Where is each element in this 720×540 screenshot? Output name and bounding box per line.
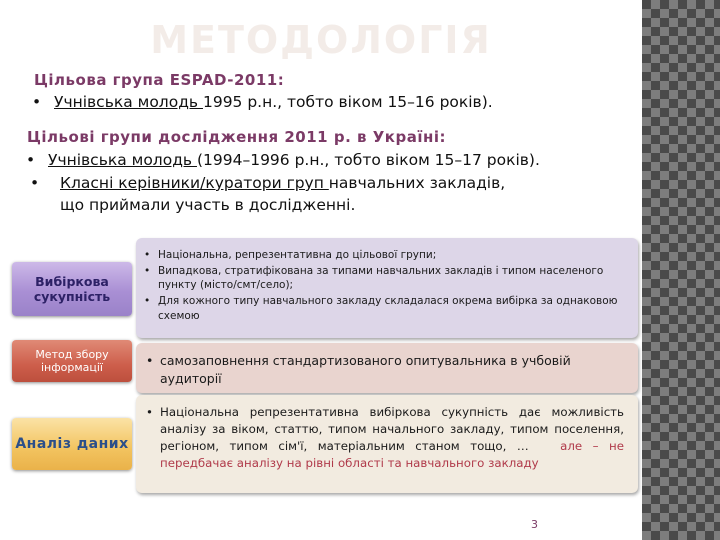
study-item-2 bbox=[30, 174, 505, 192]
study-item-1-underlined: Учнівська молодь bbox=[48, 151, 197, 169]
espad-heading: Цільова група ESPAD-2011: bbox=[34, 71, 285, 89]
analysis-text: Національна репрезентативна вибіркова сукупність дає можливість аналізу за віком, статтю, типом начального закладу, типом поселення, регіоном, типом сім'ї, матеріальним станом тощо, … bbox=[160, 405, 624, 454]
method-label: Метод збору інформації bbox=[12, 340, 132, 382]
analysis-content-box bbox=[136, 395, 638, 493]
list-item: • Національна, репрезентативна до цільової групи; bbox=[144, 249, 437, 261]
list-item: • Національна репрезентативна вибіркова сукупність дає можливість аналізу за віком, статтю, типом начального закладу, типом поселення, регіоном, типом сім'ї, матеріальним станом тощо, … але – не передбачає аналізу на рівні області та навчального закладу bbox=[146, 405, 624, 471]
method-content-box bbox=[136, 343, 638, 393]
study-item-1-rest: (1994–1996 р.н., тобто віком 15–17 років). bbox=[196, 151, 540, 169]
analysis-label: Аналіз даних bbox=[12, 418, 132, 470]
bullet: • bbox=[26, 151, 36, 169]
study-item-2-rest: навчальних закладів, bbox=[328, 174, 506, 192]
bullet: • bbox=[30, 174, 40, 192]
decorative-checker-band bbox=[642, 0, 720, 540]
list-item: • Випадкова, стратифікована за типами навчальних закладів і типом населеного пункту (місто/смт/село); bbox=[144, 264, 604, 292]
sample-content-box bbox=[136, 238, 638, 338]
list-item: • самозаповнення стандартизованого опитувальника в учбовій аудиторії bbox=[146, 353, 571, 387]
study-item-1 bbox=[26, 151, 540, 169]
study-item-2-underlined: Класні керівники/куратори груп bbox=[60, 174, 329, 192]
list-item: • Для кожного типу навчального закладу складалася окрема вибірка за однаковою схемою bbox=[144, 295, 618, 322]
espad-item-rest: 1995 р.н., тобто віком 15–16 років). bbox=[202, 93, 493, 111]
study-heading: Цільові групи дослідження 2011 р. в Україні: bbox=[27, 128, 446, 146]
espad-item-underlined: Учнівська молодь bbox=[54, 93, 203, 111]
sample-label: Вибіркова сукупність bbox=[12, 262, 132, 316]
analysis-limitation: але – не передбачає аналізу на рівні області та навчального закладу bbox=[160, 439, 624, 471]
study-item-2-line2: що приймали участь в дослідженні. bbox=[60, 196, 356, 214]
page-number: 3 bbox=[531, 518, 538, 531]
slide-title: МЕТОДОЛОГІЯ bbox=[150, 18, 492, 62]
bullet: • bbox=[32, 93, 42, 111]
espad-item bbox=[32, 93, 493, 111]
